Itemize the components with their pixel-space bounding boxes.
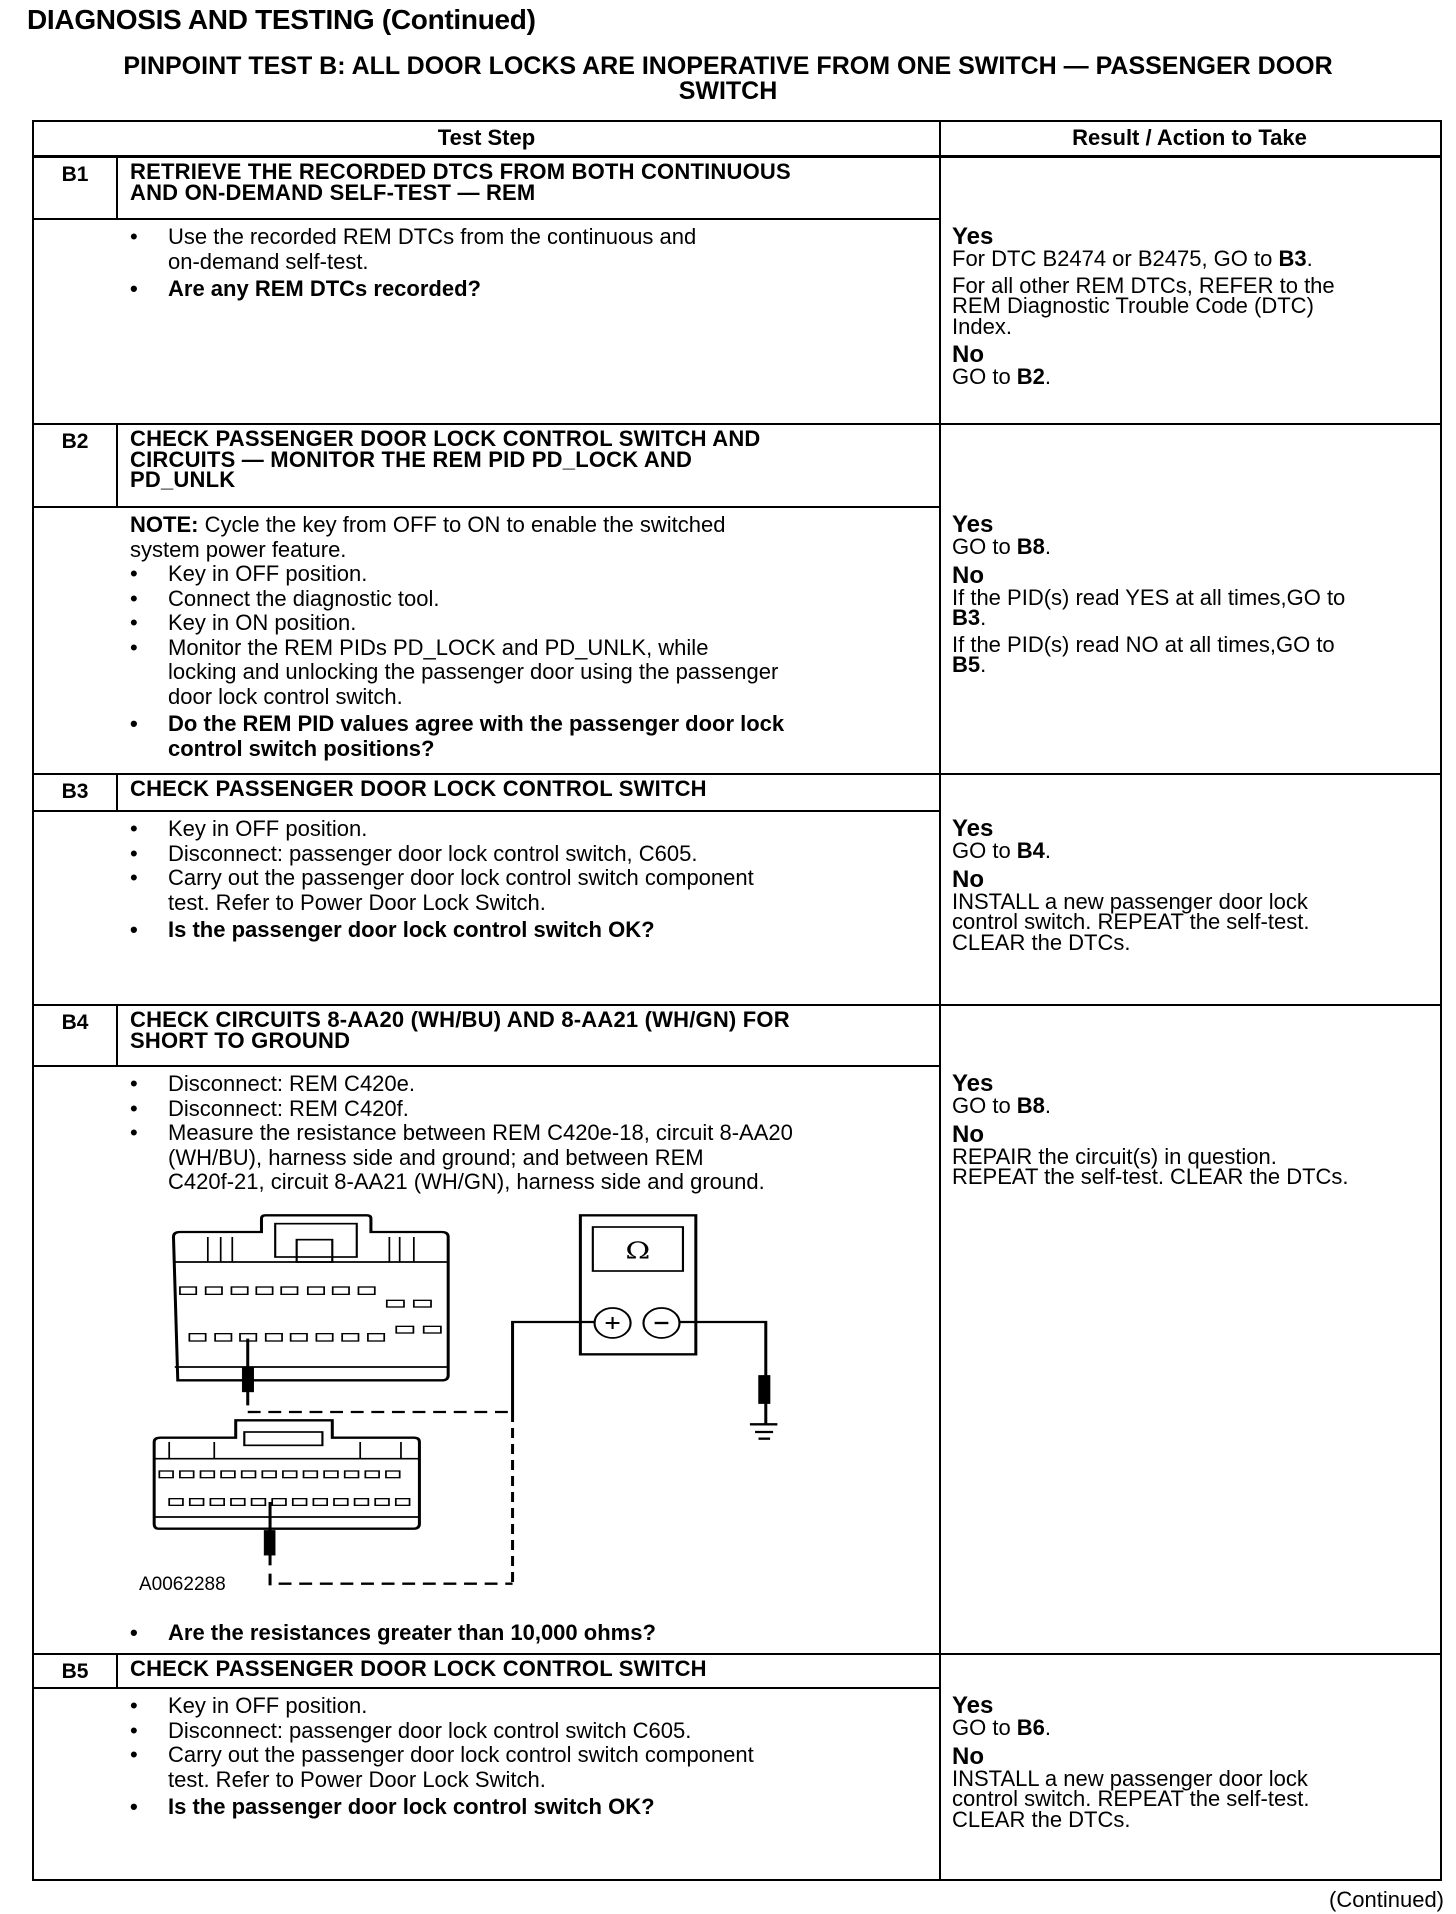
step-bullet xyxy=(34,1121,939,1195)
connector-pin xyxy=(231,1499,245,1506)
text-segment: GO to xyxy=(952,1715,1017,1740)
result-action xyxy=(952,272,1430,339)
connector-pin xyxy=(293,1499,307,1506)
text-line xyxy=(952,605,1430,630)
step-bullet xyxy=(34,562,939,587)
connector-pin xyxy=(365,1471,379,1478)
text-line xyxy=(168,712,939,737)
text-segment: If the PID(s) read NO at all times,GO to xyxy=(952,631,1335,657)
connector-pin xyxy=(358,1287,374,1294)
step-instructions xyxy=(34,1694,939,1820)
text-segment: . xyxy=(980,605,987,630)
connector-pin xyxy=(231,1287,247,1294)
text-segment: on-demand self-test. xyxy=(168,248,369,274)
connector-pin xyxy=(283,1471,297,1478)
text-line xyxy=(168,587,939,612)
text-line xyxy=(168,562,939,587)
connector-pin xyxy=(190,1499,204,1506)
step-title-line: CHECK PASSENGER DOOR LOCK CONTROL SWITCH AND xyxy=(130,426,761,451)
text-segment: C420f-21, circuit 8-AA21 (WH/GN), harness side and ground. xyxy=(168,1169,765,1194)
subtitle-line: SWITCH xyxy=(678,77,778,105)
connector-pin xyxy=(424,1326,441,1333)
connector-pin xyxy=(159,1471,173,1478)
column-header-test-step: Test Step xyxy=(437,125,536,150)
text-segment: Do the REM PID values agree with the passenger door lock xyxy=(168,711,785,736)
text-line xyxy=(168,866,939,891)
step-id: B1 xyxy=(34,158,118,218)
step-title-line: AND ON-DEMAND SELF-TEST — REM xyxy=(130,179,536,205)
text-segment: Index. xyxy=(952,313,1012,339)
text-segment: system power feature. xyxy=(130,536,347,562)
step-instructions xyxy=(34,513,939,761)
bullet-icon: • xyxy=(130,1794,138,1819)
result-action xyxy=(952,1143,1430,1189)
text-line xyxy=(952,534,1430,559)
bullet-icon: • xyxy=(130,610,138,635)
bullet-icon: • xyxy=(130,1071,138,1096)
result-label-no: No xyxy=(952,561,984,589)
text-line xyxy=(952,313,1430,339)
connector-pin xyxy=(313,1499,327,1506)
text-segment: REPAIR the circuit(s) in question. xyxy=(952,1143,1277,1169)
text-segment: Monitor the REM PIDs PD_LOCK and PD_UNLK, while xyxy=(168,634,709,660)
text-line xyxy=(168,1097,939,1122)
step-result xyxy=(952,1072,1430,1194)
text-segment: For all other REM DTCs, REFER to the xyxy=(952,272,1335,298)
step-bullet xyxy=(34,225,939,274)
text-segment: GO to xyxy=(952,534,1017,559)
text-segment: Key in OFF position. xyxy=(168,816,368,841)
connector-pins xyxy=(159,1471,409,1505)
text-segment: B3 xyxy=(1278,246,1307,271)
step-bullet xyxy=(34,1097,939,1122)
text-line xyxy=(168,611,939,636)
step-heading xyxy=(34,425,939,508)
bullet-icon: • xyxy=(130,1095,138,1121)
text-segment: test. Refer to Power Door Lock Switch. xyxy=(168,889,546,915)
result-action xyxy=(952,631,1430,677)
text-segment: REPEAT the self-test. CLEAR the DTCs. xyxy=(952,1164,1349,1189)
step-result xyxy=(952,513,1430,682)
text-segment: INSTALL a new passenger door lock xyxy=(952,1765,1308,1791)
connector-pin xyxy=(342,1334,358,1341)
step-id: B2 xyxy=(34,425,118,506)
text-line xyxy=(168,817,939,842)
figure-id: A0062288 xyxy=(139,1574,226,1595)
text-line xyxy=(952,293,1430,318)
result-action xyxy=(952,584,1430,630)
step-question xyxy=(34,277,939,302)
text-segment: . xyxy=(1044,364,1052,389)
step-question xyxy=(34,712,939,761)
bullet-icon: • xyxy=(130,634,138,660)
step-instructions xyxy=(34,225,939,302)
step-bullet xyxy=(34,1743,939,1792)
connector-pin xyxy=(308,1287,324,1294)
result-action xyxy=(952,838,1430,863)
text-line xyxy=(130,538,939,563)
text-line xyxy=(952,929,1430,955)
connector-pin xyxy=(201,1471,215,1478)
text-segment: GO to xyxy=(952,838,1017,863)
text-line xyxy=(168,918,939,943)
text-segment: Disconnect: REM C420f. xyxy=(168,1095,409,1121)
text-segment: B3 xyxy=(952,605,981,630)
bullet-icon: • xyxy=(130,561,138,586)
text-line xyxy=(168,277,939,302)
ground-probe xyxy=(758,1375,770,1403)
bullet-icon: • xyxy=(130,711,138,736)
test-step-row-b3 xyxy=(34,775,1440,1006)
step-id: B3 xyxy=(34,775,118,810)
text-line xyxy=(952,1806,1430,1832)
text-segment: If the PID(s) read YES at all times,GO to xyxy=(952,584,1346,610)
result-label-no: No xyxy=(952,1742,984,1770)
bullet-icon: • xyxy=(130,840,138,866)
text-segment: control switch. REPEAT the self-test. xyxy=(952,909,1310,934)
text-segment: . xyxy=(1044,1715,1052,1740)
connector-pin xyxy=(281,1287,297,1294)
step-heading xyxy=(34,1655,939,1689)
result-action xyxy=(952,1093,1430,1118)
step-bullet xyxy=(34,1719,939,1744)
step-bullet xyxy=(34,1694,939,1719)
text-segment: Disconnect: REM C420e. xyxy=(168,1071,415,1096)
text-line xyxy=(168,1743,939,1768)
connector-pin xyxy=(316,1334,332,1341)
text-segment: B6 xyxy=(1016,1715,1045,1740)
text-line xyxy=(168,842,939,867)
connector-pin xyxy=(169,1499,183,1506)
text-line xyxy=(168,250,939,275)
step-result xyxy=(952,817,1430,959)
ohmmeter xyxy=(580,1215,695,1354)
step-bullet xyxy=(34,611,939,636)
text-segment: CLEAR the DTCs. xyxy=(952,1806,1131,1832)
step-bullet xyxy=(34,842,939,867)
step-title-line: SHORT TO GROUND xyxy=(130,1027,351,1053)
connector-pin xyxy=(272,1499,286,1506)
text-line xyxy=(168,636,939,661)
text-line xyxy=(168,685,939,710)
text-segment: control switch positions? xyxy=(168,735,435,761)
text-segment: B8 xyxy=(1016,534,1045,559)
text-segment: Are the resistances greater than 10,000 ohms? xyxy=(168,1620,656,1645)
text-line xyxy=(168,225,939,250)
result-label-yes: Yes xyxy=(952,1692,994,1719)
text-line xyxy=(168,1795,939,1820)
bullet-icon: • xyxy=(130,1742,138,1767)
step-title xyxy=(130,1656,707,1681)
text-line xyxy=(168,1768,939,1793)
text-line xyxy=(952,631,1430,657)
connector-pin xyxy=(324,1471,338,1478)
text-line xyxy=(168,891,939,916)
text-segment: Disconnect: passenger door lock control switch C605. xyxy=(168,1717,692,1743)
bullet-icon: • xyxy=(130,917,138,942)
text-line xyxy=(168,1146,939,1171)
text-line xyxy=(952,838,1430,863)
bullet-icon: • xyxy=(130,1717,138,1743)
connector-pin xyxy=(396,1326,413,1333)
text-segment: Key in OFF position. xyxy=(168,1693,368,1718)
result-action xyxy=(952,534,1430,559)
text-segment: Disconnect: passenger door lock control switch, C605. xyxy=(168,840,698,866)
step-bullet xyxy=(34,817,939,842)
step-title xyxy=(130,426,761,492)
text-segment: control switch. REPEAT the self-test. xyxy=(952,1786,1310,1811)
text-segment: Key in OFF position. xyxy=(168,561,368,586)
step-question xyxy=(34,1795,939,1820)
text-line xyxy=(130,513,939,538)
connector-pin xyxy=(333,1287,349,1294)
connector-pins xyxy=(180,1287,441,1341)
step-heading xyxy=(34,1006,939,1067)
text-segment: Is the passenger door lock control switch OK? xyxy=(168,917,655,942)
text-segment: GO to xyxy=(952,1093,1017,1118)
step-title xyxy=(130,776,707,801)
text-segment: test. Refer to Power Door Lock Switch. xyxy=(168,1766,546,1792)
connector-pin xyxy=(355,1499,369,1506)
test-step-row-b5 xyxy=(34,1655,1440,1879)
column-header-result: Result / Action to Take xyxy=(1072,125,1307,150)
connector-pin xyxy=(386,1471,400,1478)
text-segment: . xyxy=(1044,534,1052,559)
step-title-line: PD_UNLK xyxy=(130,467,236,492)
connector-pin xyxy=(368,1334,384,1341)
text-line xyxy=(952,1715,1430,1740)
text-segment: CLEAR the DTCs. xyxy=(952,929,1131,955)
step-title-line: CHECK PASSENGER DOOR LOCK CONTROL SWITCH xyxy=(130,776,707,801)
pinpoint-test-title xyxy=(0,54,1456,104)
text-segment: . xyxy=(1044,1093,1052,1118)
result-action xyxy=(952,364,1430,389)
step-bullet xyxy=(34,1072,939,1097)
connector-pin xyxy=(256,1287,272,1294)
text-line xyxy=(952,246,1430,271)
text-line xyxy=(168,660,939,685)
connector-pin xyxy=(396,1499,410,1506)
text-line xyxy=(168,1121,939,1146)
result-action xyxy=(952,246,1430,271)
text-segment: Use the recorded REM DTCs from the continuous and xyxy=(168,224,697,249)
step-result xyxy=(952,225,1430,394)
step-title-line: CIRCUITS — MONITOR THE REM PID PD_LOCK AND xyxy=(130,446,693,472)
text-segment: B4 xyxy=(1016,838,1045,863)
connector-pin xyxy=(387,1300,404,1307)
step-question xyxy=(34,918,939,943)
step-title-line: CHECK PASSENGER DOOR LOCK CONTROL SWITCH xyxy=(130,1656,707,1681)
connector-pin xyxy=(291,1334,307,1341)
connector-pin xyxy=(334,1499,348,1506)
text-segment: . xyxy=(1044,838,1052,863)
text-line xyxy=(952,364,1430,389)
result-label-yes: Yes xyxy=(952,511,994,538)
bullet-icon: • xyxy=(130,816,138,841)
meter-negative-lead xyxy=(680,1322,766,1424)
page-title: DIAGNOSIS AND TESTING (Continued) xyxy=(27,4,536,35)
connector-pin xyxy=(252,1499,266,1506)
text-segment: B5 xyxy=(952,652,981,677)
text-segment: REM Diagnostic Trouble Code (DTC) xyxy=(952,293,1314,318)
bullet-icon: • xyxy=(130,1693,138,1718)
text-segment: Carry out the passenger door lock control switch component xyxy=(168,865,754,890)
step-id: B4 xyxy=(34,1006,118,1065)
connector-pin xyxy=(414,1300,431,1307)
bullet-icon: • xyxy=(130,865,138,890)
step-title-line: CHECK CIRCUITS 8-AA20 (WH/BU) AND 8-AA21 (WH/GN) FOR xyxy=(130,1007,790,1032)
bullet-icon: • xyxy=(130,1120,138,1145)
text-line xyxy=(952,652,1430,677)
step-title xyxy=(130,159,791,205)
step-title xyxy=(130,1007,790,1053)
text-line xyxy=(168,737,939,762)
step-bullet xyxy=(34,866,939,915)
text-line xyxy=(168,1719,939,1744)
text-segment: (WH/BU), harness side and ground; and between REM xyxy=(168,1144,704,1170)
result-label-no: No xyxy=(952,341,984,368)
connector-pin xyxy=(206,1287,222,1294)
connector-pin xyxy=(266,1334,282,1341)
subtitle-line: PINPOINT TEST B: ALL DOOR LOCKS ARE INOPERATIVE FROM ONE SWITCH — PASSENGER DOOR xyxy=(123,52,1333,80)
text-segment: GO to xyxy=(952,364,1017,389)
connector-pin xyxy=(345,1471,359,1478)
connector-pin xyxy=(221,1471,235,1478)
step-note xyxy=(34,513,939,562)
text-segment: Are any REM DTCs recorded? xyxy=(168,276,481,301)
test-step-row-b2 xyxy=(34,425,1440,775)
text-segment: INSTALL a new passenger door lock xyxy=(952,888,1308,914)
text-segment: B8 xyxy=(1016,1093,1045,1118)
rem-connector-c420e xyxy=(173,1215,448,1380)
probe-c420f xyxy=(264,1502,275,1565)
text-line xyxy=(952,1164,1430,1189)
text-segment: B2 xyxy=(1016,364,1045,389)
text-line xyxy=(168,1694,939,1719)
test-step-row-b1 xyxy=(34,158,1440,425)
wiring-diagram xyxy=(137,1187,810,1627)
text-segment: NOTE: xyxy=(130,512,199,537)
step-heading xyxy=(34,158,939,220)
text-segment: Connect the diagnostic tool. xyxy=(168,585,440,611)
connector-pin xyxy=(180,1287,196,1294)
connector-pin xyxy=(189,1334,205,1341)
text-segment: door lock control switch. xyxy=(168,683,403,709)
connector-pin xyxy=(242,1471,256,1478)
connector-pin xyxy=(180,1471,194,1478)
text-segment: Carry out the passenger door lock control switch component xyxy=(168,1742,754,1767)
result-label-yes: Yes xyxy=(952,815,994,842)
step-id: B5 xyxy=(34,1655,118,1687)
step-heading xyxy=(34,775,939,812)
connector-pin xyxy=(262,1471,276,1478)
result-label-no: No xyxy=(952,1120,984,1148)
connector-pin xyxy=(210,1499,224,1506)
text-segment: For DTC B2474 or B2475, GO to xyxy=(952,246,1279,271)
bullet-icon: • xyxy=(130,276,138,301)
text-line xyxy=(168,1072,939,1097)
bullet-icon: • xyxy=(130,585,138,611)
text-segment: Is the passenger door lock control switch OK? xyxy=(168,1794,655,1819)
text-line xyxy=(952,1093,1430,1118)
result-label-yes: Yes xyxy=(952,223,994,250)
ohm-symbol: Ω xyxy=(625,1237,651,1265)
connector-pin xyxy=(304,1471,318,1478)
text-segment: . xyxy=(1306,246,1313,271)
step-bullet xyxy=(34,587,939,612)
text-segment: . xyxy=(980,652,987,677)
bullet-icon: • xyxy=(130,1620,138,1645)
result-action xyxy=(952,1715,1430,1740)
step-instructions xyxy=(34,817,939,943)
step-result xyxy=(952,1694,1430,1836)
result-label-yes: Yes xyxy=(952,1070,994,1097)
step-title-line: RETRIEVE THE RECORDED DTCS FROM BOTH CONTINUOUS xyxy=(130,159,791,184)
meter-positive-lead xyxy=(513,1322,596,1412)
text-segment: Key in ON position. xyxy=(168,610,357,635)
result-action xyxy=(952,1765,1430,1832)
result-label-no: No xyxy=(952,865,984,893)
continued-label: (Continued) xyxy=(1329,1887,1444,1912)
table-header xyxy=(34,122,1440,158)
step-bullet xyxy=(34,636,939,710)
connector-pin xyxy=(215,1334,231,1341)
text-segment: locking and unlocking the passenger door using the passenger xyxy=(168,659,779,684)
connector-pin xyxy=(375,1499,389,1506)
probe-c420e xyxy=(242,1339,254,1406)
text-segment: Cycle the key from OFF to ON to enable the switched xyxy=(198,512,726,537)
ground-icon xyxy=(750,1424,777,1438)
bullet-icon: • xyxy=(130,224,138,249)
text-line xyxy=(952,584,1430,610)
text-segment: Measure the resistance between REM C420e-18, circuit 8-AA20 xyxy=(168,1120,793,1145)
result-action xyxy=(952,888,1430,955)
